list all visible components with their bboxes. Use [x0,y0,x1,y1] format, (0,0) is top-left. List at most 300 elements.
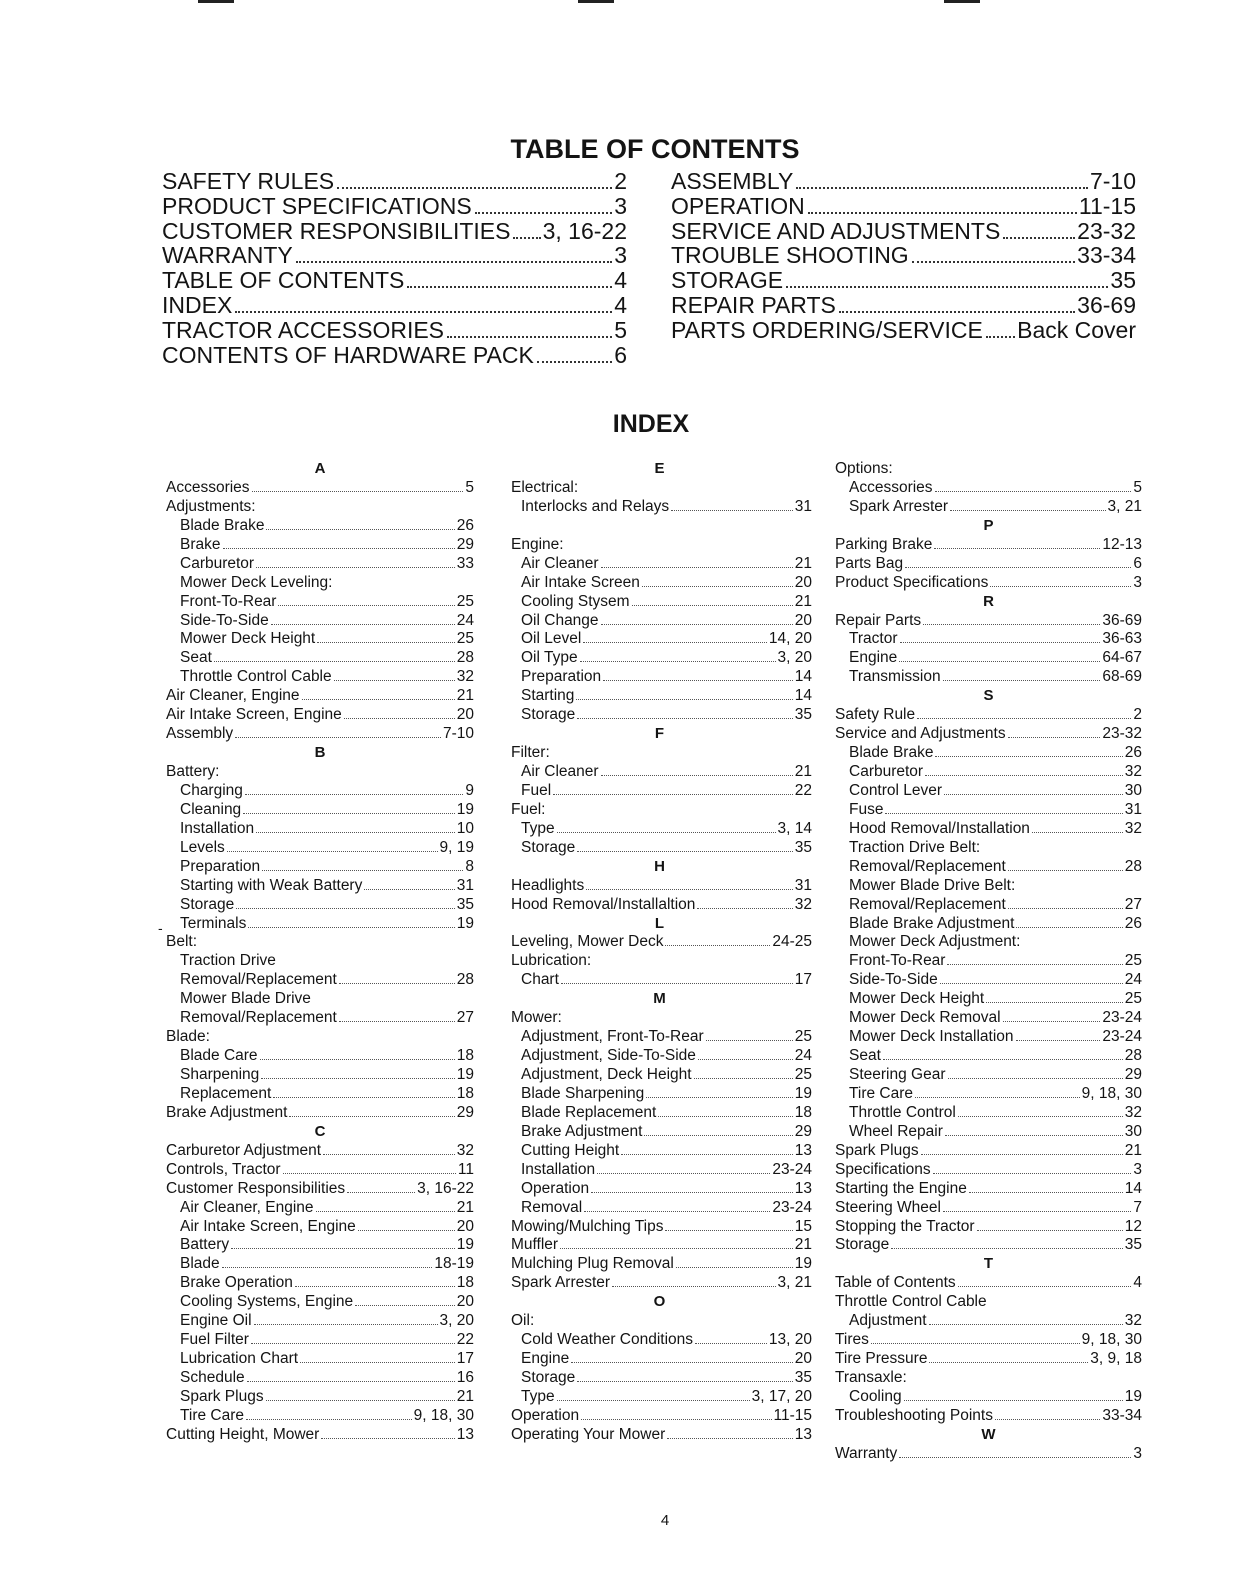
dot-leader [944,794,1123,795]
dot-leader [236,908,454,909]
index-entry-label: Safety Rule [835,706,916,724]
dot-leader [632,605,793,606]
toc-entry-page: 3 [614,242,627,269]
dot-leader [316,1211,455,1212]
index-entry [835,1218,1142,1237]
index-letter: P [983,516,994,534]
index-entry-label: Air Cleaner [521,763,599,780]
index-entry-label: Air Intake Screen, Engine [166,706,342,724]
index-entry [835,1350,1142,1369]
index-entry-label: Operation [521,1179,590,1197]
index-entry-page: 21 [794,763,812,780]
index-entry [166,649,474,668]
toc-entry [162,242,627,267]
dot-leader [235,737,441,738]
dot-leader [347,1192,415,1193]
index-entry-label: Accessories [166,478,250,496]
index-entry-page: 2 [1133,706,1142,724]
index-entry-page: 6 [1133,554,1142,572]
dot-leader [247,1381,455,1382]
index-entry [507,498,812,517]
dot-leader [321,1438,454,1439]
dot-leader [577,1381,792,1382]
dot-leader [839,311,1075,313]
index-entry [507,1350,812,1369]
index-entry [166,1028,474,1047]
index-entry-page: 31 [1124,800,1142,818]
index-entry-page: 5 [1133,478,1142,496]
index-entry-page: 25 [456,592,474,610]
dot-leader [943,680,1101,681]
index-entry [166,763,474,782]
index-entry-page: 68-69 [1102,668,1142,686]
dot-leader [560,1248,793,1249]
index-entry-label: Traction Drive Belt: [849,838,981,856]
index-entry-label: Spark Plugs [180,1387,264,1405]
index-entry-label: Removal/Replacement [180,971,337,989]
index-entry-label: Leveling, Mower Deck [511,933,664,951]
index-entry-page: 35 [794,706,812,724]
dot-leader [260,1059,455,1060]
index-entry-label: Product Specifications [835,573,989,591]
toc-entry [162,168,627,193]
index-entry-label: Controls, Tractor [166,1160,281,1178]
index-entry-page: 29 [456,1103,474,1121]
index-letter-heading [507,990,812,1009]
toc-entry-page: Back Cover [1017,316,1136,343]
index-entry [835,536,1142,555]
dot-leader [1003,237,1075,239]
dot-leader [612,1286,775,1287]
index-entry [166,706,474,725]
index-entry [835,1199,1142,1218]
index-letter: S [983,687,994,705]
index-entry-page: 26 [1124,914,1142,932]
index-entry [835,668,1142,687]
index-entry [166,933,474,952]
index-entry [835,877,1142,896]
index-entry-label: Lubrication: [511,952,592,970]
index-entry-label: Control Lever [849,781,943,799]
index-letter-heading [507,725,812,744]
index-entry-page: 9, 18, 30 [413,1406,474,1424]
toc-title: TABLE OF CONTENTS [510,134,800,164]
page-number: 4 [660,1512,670,1529]
index-entry-page: 11 [457,1160,474,1178]
index-entry [835,498,1142,517]
dot-leader [586,889,793,890]
index-entry [835,555,1142,574]
dot-leader [475,212,613,214]
dot-leader [231,1248,455,1249]
index-entry-page: 29 [1124,1066,1142,1083]
index-entry [835,1369,1142,1388]
index-entry-page: 14 [794,668,812,686]
toc-entry-label: REPAIR PARTS [671,291,836,318]
index-entry-label: Stopping the Tractor [835,1217,975,1235]
index-entry [507,820,812,839]
dot-leader [246,1419,412,1420]
index-letter: C [314,1122,326,1140]
index-entry-label: Fuel Filter [180,1331,249,1349]
toc-entry-page: 4 [614,291,627,318]
index-entry [166,1047,474,1066]
toc-entry [671,218,1136,243]
dot-leader [561,983,793,984]
toc-entry [671,292,1136,317]
dot-leader [885,813,1122,814]
index-entry [835,933,1142,952]
index-letter: R [983,592,994,610]
dot-leader [883,1059,1123,1060]
index-entry-page: 11-15 [773,1406,812,1424]
index-entry-label: Cooling [849,1387,902,1405]
index-entry-label: Operating Your Mower [511,1425,666,1443]
index-entry-page: 28 [1124,857,1142,875]
dot-leader [407,286,612,288]
index-column-2 [507,460,812,1445]
index-entry [166,668,474,687]
toc-entry-label: CONTENTS OF HARDWARE PACK [162,341,534,368]
index-entry-label: Oil Level [521,630,582,648]
index-entry-page: 3, 21 [1107,497,1142,515]
edge-mark [198,0,234,3]
toc-entry-label: OPERATION [671,192,805,219]
index-entry-page: 20 [794,611,812,629]
index-entry [835,820,1142,839]
toc-entry [671,193,1136,218]
index-entry [507,896,812,915]
dot-leader [278,605,454,606]
index-entry-label: Assembly [166,725,234,743]
index-entry-label: Tire Pressure [835,1350,928,1368]
index-entry [507,1066,812,1085]
index-entry-page: 27 [456,1009,474,1027]
index-entry [166,1350,474,1369]
dot-leader [283,1173,456,1174]
index-entry-label: Side-To-Side [849,971,938,989]
index-entry-label: Carburetor Adjustment [166,1141,322,1159]
dot-leader [977,1230,1123,1231]
dot-leader [222,1267,433,1268]
index-entry-page: 35 [794,838,812,856]
index-entry-page: 23-24 [772,1198,812,1216]
index-entry [507,1218,812,1237]
index-entry [507,630,812,649]
index-entry-page: 32 [456,668,474,686]
index-entry [507,555,812,574]
index-entry-label: Belt: [166,933,198,951]
dot-leader [912,261,1075,263]
index-entry [507,593,812,612]
index-entry-label: Storage [180,895,235,913]
index-entry-label: Hood Removal/Installation [849,819,1030,837]
index-entry-label: Air Cleaner, Engine [180,1198,314,1216]
dot-leader [958,1286,1132,1287]
edge-mark [944,0,980,3]
index-entry-page: 32 [1124,1312,1142,1330]
index-entry [166,1142,474,1161]
index-entry-page: 13, 20 [768,1331,812,1349]
dot-leader [929,1324,1123,1325]
index-entry [507,1123,812,1142]
toc-entry [162,218,627,243]
dot-leader [591,1192,793,1193]
dot-leader [584,1211,770,1212]
index-entry-label: Tractor [849,630,898,648]
index-entry [166,1331,474,1350]
dot-leader [899,1457,1131,1458]
index-entry-page: 20 [456,706,474,724]
dot-leader [933,1173,1132,1174]
index-entry [507,479,812,498]
dot-leader [694,1078,793,1079]
index-entry-page: 28 [456,971,474,989]
index-entry [166,630,474,649]
index-entry [166,1161,474,1180]
index-entry-page: 10 [456,819,474,837]
index-entry [166,536,474,555]
index-entry [507,1312,812,1331]
dot-leader [935,491,1132,492]
index-entry-label: Blade Care [180,1047,258,1065]
index-entry-page: 13 [456,1425,474,1443]
index-entry-page: 21 [794,554,812,572]
dot-leader [1008,737,1101,738]
index-entry-label: Seat [849,1047,881,1065]
dot-leader [603,680,793,681]
index-entry [835,952,1142,971]
index-entry-page: 20 [794,573,812,591]
index-entry-label: Chart [521,971,559,989]
index-entry [835,479,1142,498]
index-entry [166,952,474,971]
index-entry-label: Accessories [849,478,933,496]
index-entry-page: 13 [794,1425,812,1443]
dot-leader [601,624,793,625]
index-letter-heading [166,460,474,479]
dot-leader [646,1097,793,1098]
dot-leader [917,718,1131,719]
index-entry-label: Storage [521,1369,576,1386]
index-entry [835,1293,1142,1312]
index-entry [507,1028,812,1047]
toc-entry-label: TROUBLE SHOOTING [671,242,909,269]
index-entry [835,990,1142,1009]
index-entry-page: 19 [456,1236,474,1254]
index-entry [166,858,474,877]
index-entry-label: Front-To-Rear [180,592,277,610]
index-entry-page: 23-24 [1102,1009,1142,1027]
index-entry [166,1426,474,1445]
dot-leader [227,851,438,852]
index-column-1 [166,460,474,1445]
toc-entry [162,317,627,342]
index-entry-page: 25 [456,630,474,648]
index-entry [166,1312,474,1331]
index-entry-page: 31 [456,876,474,894]
dot-leader [289,1116,454,1117]
index-entry [166,990,474,1009]
index-entry-label: Traction Drive [180,952,276,970]
toc-entry [671,317,1136,342]
index-entry-page: 31 [794,497,812,515]
index-entry [835,1274,1142,1293]
index-entry-page: 36-63 [1102,630,1142,648]
index-entry-page: 27 [1124,895,1142,913]
index-entry-label: Schedule [180,1369,245,1386]
dot-leader [302,699,455,700]
index-entry-label: Charging [180,781,243,799]
index-entry-label: Oil: [511,1312,535,1330]
toc-entry [671,168,1136,193]
index-entry-label: Air Intake Screen, Engine [180,1217,356,1235]
index-entry-page: 16 [456,1369,474,1386]
index-entry-label: Mower Deck Removal [849,1009,1001,1027]
dot-leader [808,212,1077,214]
index-entry [166,1199,474,1218]
index-letter-heading [166,1123,474,1142]
index-entry [166,839,474,858]
index-entry [835,460,1142,479]
index-letter: E [654,460,665,477]
index-entry-label: Fuse [849,800,884,818]
index-entry [166,1085,474,1104]
index-entry-page: 19 [456,800,474,818]
index-entry-label: Spark Plugs [835,1141,919,1159]
index-entry [507,933,812,952]
dot-leader [256,832,455,833]
dot-leader [947,964,1122,965]
index-entry-label: Removal/Replacement [849,895,1006,913]
index-entry-label: Electrical: [511,478,579,496]
toc-entry-label: CUSTOMER RESPONSIBILITIES [162,217,511,244]
index-entry-label: Preparation [521,668,602,686]
toc-entry-label: TRACTOR ACCESSORIES [162,316,445,343]
dot-leader [344,718,455,719]
dot-leader [553,794,793,795]
index-entry-page: 21 [1124,1141,1142,1159]
index-entry-label: Mower Deck Leveling: [180,573,333,591]
index-entry-page: 24-25 [772,933,812,951]
index-entry-label: Type [521,819,555,837]
index-letter-heading [835,517,1142,536]
index-entry-page: 33 [456,554,474,572]
index-entry [166,896,474,915]
index-entry-label: Blade [180,1255,220,1273]
dot-leader [296,261,612,263]
index-letter: T [983,1255,994,1273]
index-entry-label: Mower Blade Drive [180,990,311,1008]
toc-entry [671,267,1136,292]
index-entry [166,915,474,934]
index-entry-page: 19 [456,914,474,932]
index-letter: F [654,725,665,743]
index-entry-label: Mower Deck Adjustment: [849,933,1021,951]
index-letter: M [653,990,666,1008]
index-entry-label: Engine Oil [180,1312,252,1330]
index-entry [835,782,1142,801]
index-entry [507,1331,812,1350]
index-entry [507,1236,812,1255]
index-entry-label: Blade Replacement [521,1103,657,1121]
dot-leader [1032,832,1123,833]
index-entry [835,1407,1142,1426]
index-entry-label: Repair Parts [835,611,922,629]
index-entry-page: 3, 20 [439,1312,474,1330]
index-entry [835,839,1142,858]
dot-leader [248,927,454,928]
index-entry-page: 24 [1124,971,1142,989]
index-entry [507,877,812,896]
index-entry-label: Cooling Systems, Engine [180,1293,354,1311]
toc-entry-page: 2 [614,168,627,194]
index-entry-label: Terminals [180,914,247,932]
index-entry-label: Brake Adjustment [521,1122,643,1140]
index-entry [507,1255,812,1274]
index-entry [835,1445,1142,1464]
index-entry [166,801,474,820]
toc-entry [162,292,627,317]
dot-leader [786,286,1108,288]
dot-leader [698,1059,793,1060]
index-entry-page: 3, 21 [777,1274,812,1292]
dot-leader [958,1116,1123,1117]
index-entry-page: 9, 19 [439,838,474,856]
dot-leader [597,1173,770,1174]
toc-entry-label: SAFETY RULES [162,168,335,194]
index-entry-page: 28 [456,649,474,667]
index-entry-page: 22 [794,781,812,799]
index-letter-heading [166,744,474,763]
index-entry-page: 3, 17, 20 [751,1387,812,1405]
toc-entry-page: 33-34 [1077,242,1136,269]
index-entry-label: Air Cleaner, Engine [166,687,300,705]
index-entry [507,1199,812,1218]
toc-entry-label: TABLE OF CONTENTS [162,267,405,294]
index-entry-page: 3 [1133,1444,1142,1462]
index-entry-label: Parts Bag [835,554,904,572]
index-entry-label: Blade: [166,1028,210,1046]
index-entry-label: Steering Gear [849,1066,946,1083]
dot-leader [577,851,792,852]
index-entry-page: 12 [1124,1217,1142,1235]
dot-leader [995,1419,1100,1420]
index-entry-page: 20 [456,1293,474,1311]
dot-leader [940,983,1123,984]
index-entry [835,1085,1142,1104]
index-entry-page: 26 [1124,744,1142,762]
dot-leader [513,237,540,239]
index-entry [166,1009,474,1028]
index-entry [507,1369,812,1388]
index-entry-page: 14 [794,687,812,705]
index-entry-label: Fuel: [511,800,546,818]
index-entry-page: 35 [794,1369,812,1386]
index-entry [835,1009,1142,1028]
index-entry-label: Mower Deck Height [180,630,316,648]
index-entry-page: 25 [1124,952,1142,970]
dot-leader [1016,1040,1101,1041]
index-entry [835,725,1142,744]
index-entry [835,1028,1142,1047]
dot-leader [948,1078,1123,1079]
toc-entry-label: SERVICE AND ADJUSTMENTS [671,217,1001,244]
index-entry [507,1407,812,1426]
toc-entry-label: INDEX [162,291,233,318]
index-entry-label: Replacement [180,1084,272,1102]
index-entry-page: 35 [456,895,474,913]
